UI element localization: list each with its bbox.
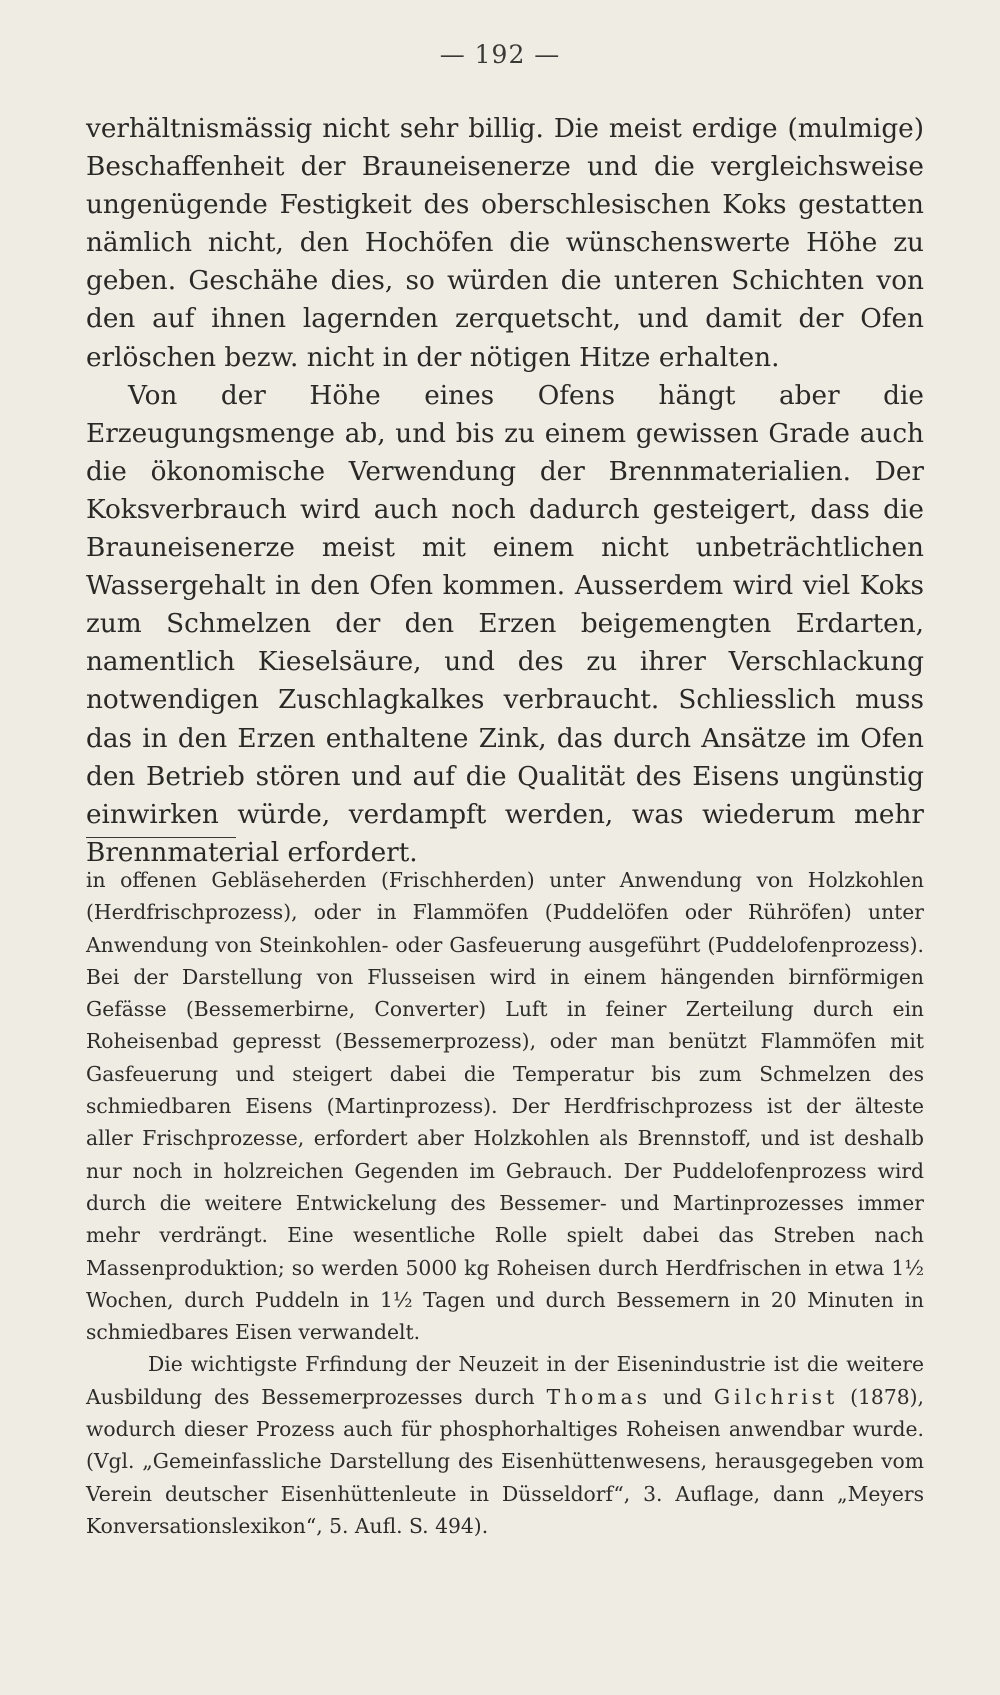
footnote-separator-rule (86, 837, 236, 838)
footnote-paragraph-1: in offenen Gebläseherden (Frischherden) unter Anwendung von Holzkohlen (Herdfrischprozess), oder in Flammöfen (Puddelöfen oder Rühröfen) unter Anwendung von Steinkohlen- oder Gasfeuerung ausgeführt (Puddelofenprozess). Bei der Darstellung von Flusseisen wird in einem hängenden birnförmigen Gefässe (Bessemerbirne, Converter) Luft in feiner Zerteilung durch ein Roheisenbad gepresst (Bessemerprozess), oder man benützt Flammöfen mit Gasfeuerung und steigert dabei die Temperatur bis zum Schmelzen des schmiedbaren Eisens (Martinprozess). Der Herdfrischprozess ist der älteste aller Frischprozesse, erfordert aber Holzkohlen als Brennstoff, und ist deshalb nur noch in holzreichen Gegenden im Gebrauch. Der Puddelofenprozess wird durch die weitere Entwickelung des Bessemer- und Martinprozesses immer mehr verdrängt. Eine wesentliche Rolle spielt dabei das Streben nach Massenproduktion; so werden 5000 kg Roheisen durch Herdfrischen in etwa 1½ Wochen, durch Puddeln in 1½ Tagen und durch Bessemern in 20 Minuten in schmiedbares Eisen verwandelt. (86, 868, 924, 1345)
page-number: — 192 — (439, 40, 561, 69)
body-paragraph-1: verhältnismässig nicht sehr billig. Die meist erdige (mulmige) Beschaffenheit der Brauneisenerze und die vergleichsweise ungenügende Festigkeit des oberschlesischen Koks gestatten nämlich nicht, den Hochöfen die wünschenswerte Höhe zu geben. Geschähe dies, so würden die unteren Schichten von den auf ihnen lagernden zerquetscht, und damit der Ofen erlöschen bezw. nicht in der nötigen Hitze erhalten. (86, 114, 924, 373)
inventor-name-thomas: Thomas (546, 1384, 652, 1409)
footnote-block (86, 864, 924, 1542)
footnote-text-segment: (1878), wodurch dieser Prozess auch für phosphorhaltiges Roheisen anwendbar wurde. (Vgl. „Gemeinfassliche Darstellung des Eisenhüttenwesens, herausgegeben vom Verein deutscher Eisenhüttenleute in Düsseldorf“, 3. Auflage, dann „Meyers Konversationslexikon“, 5. Aufl. S. 494). (86, 1384, 924, 1538)
main-text (86, 110, 924, 872)
inventor-name-gilchrist: Gilchrist (713, 1384, 839, 1409)
footnote-text-segment: Die wichtigste Frfindung der Neuzeit in der Eisenindustrie ist die weitere Ausbildung des Bessemerprozesses durch (86, 1352, 924, 1409)
body-paragraph-2: Von der Höhe eines Ofens hängt aber die Erzeugungsmenge ab, und bis zu einem gewissen Grade auch die ökonomische Verwendung der Brennmaterialien. Der Koksverbrauch wird auch noch dadurch gesteigert, dass die Brauneisenerze meist mit einem nicht unbeträchtlichen Wassergehalt in den Ofen kommen. Ausserdem wird viel Koks zum Schmelzen der den Erzen beigemengten Erdarten, namentlich Kieselsäure, und des zu ihrer Verschlackung notwendigen Zuschlagkalkes verbraucht. Schliesslich muss das in den Erzen enthaltene Zink, das durch Ansätze im Ofen den Betrieb stören und auf die Qualität des Eisens ungünstig einwirken würde, verdampft werden, was wiederum mehr Brennmaterial erfordert. (86, 380, 924, 868)
footnote-paragraph-2 (86, 1348, 924, 1542)
footnote-text-segment: und (651, 1384, 714, 1409)
